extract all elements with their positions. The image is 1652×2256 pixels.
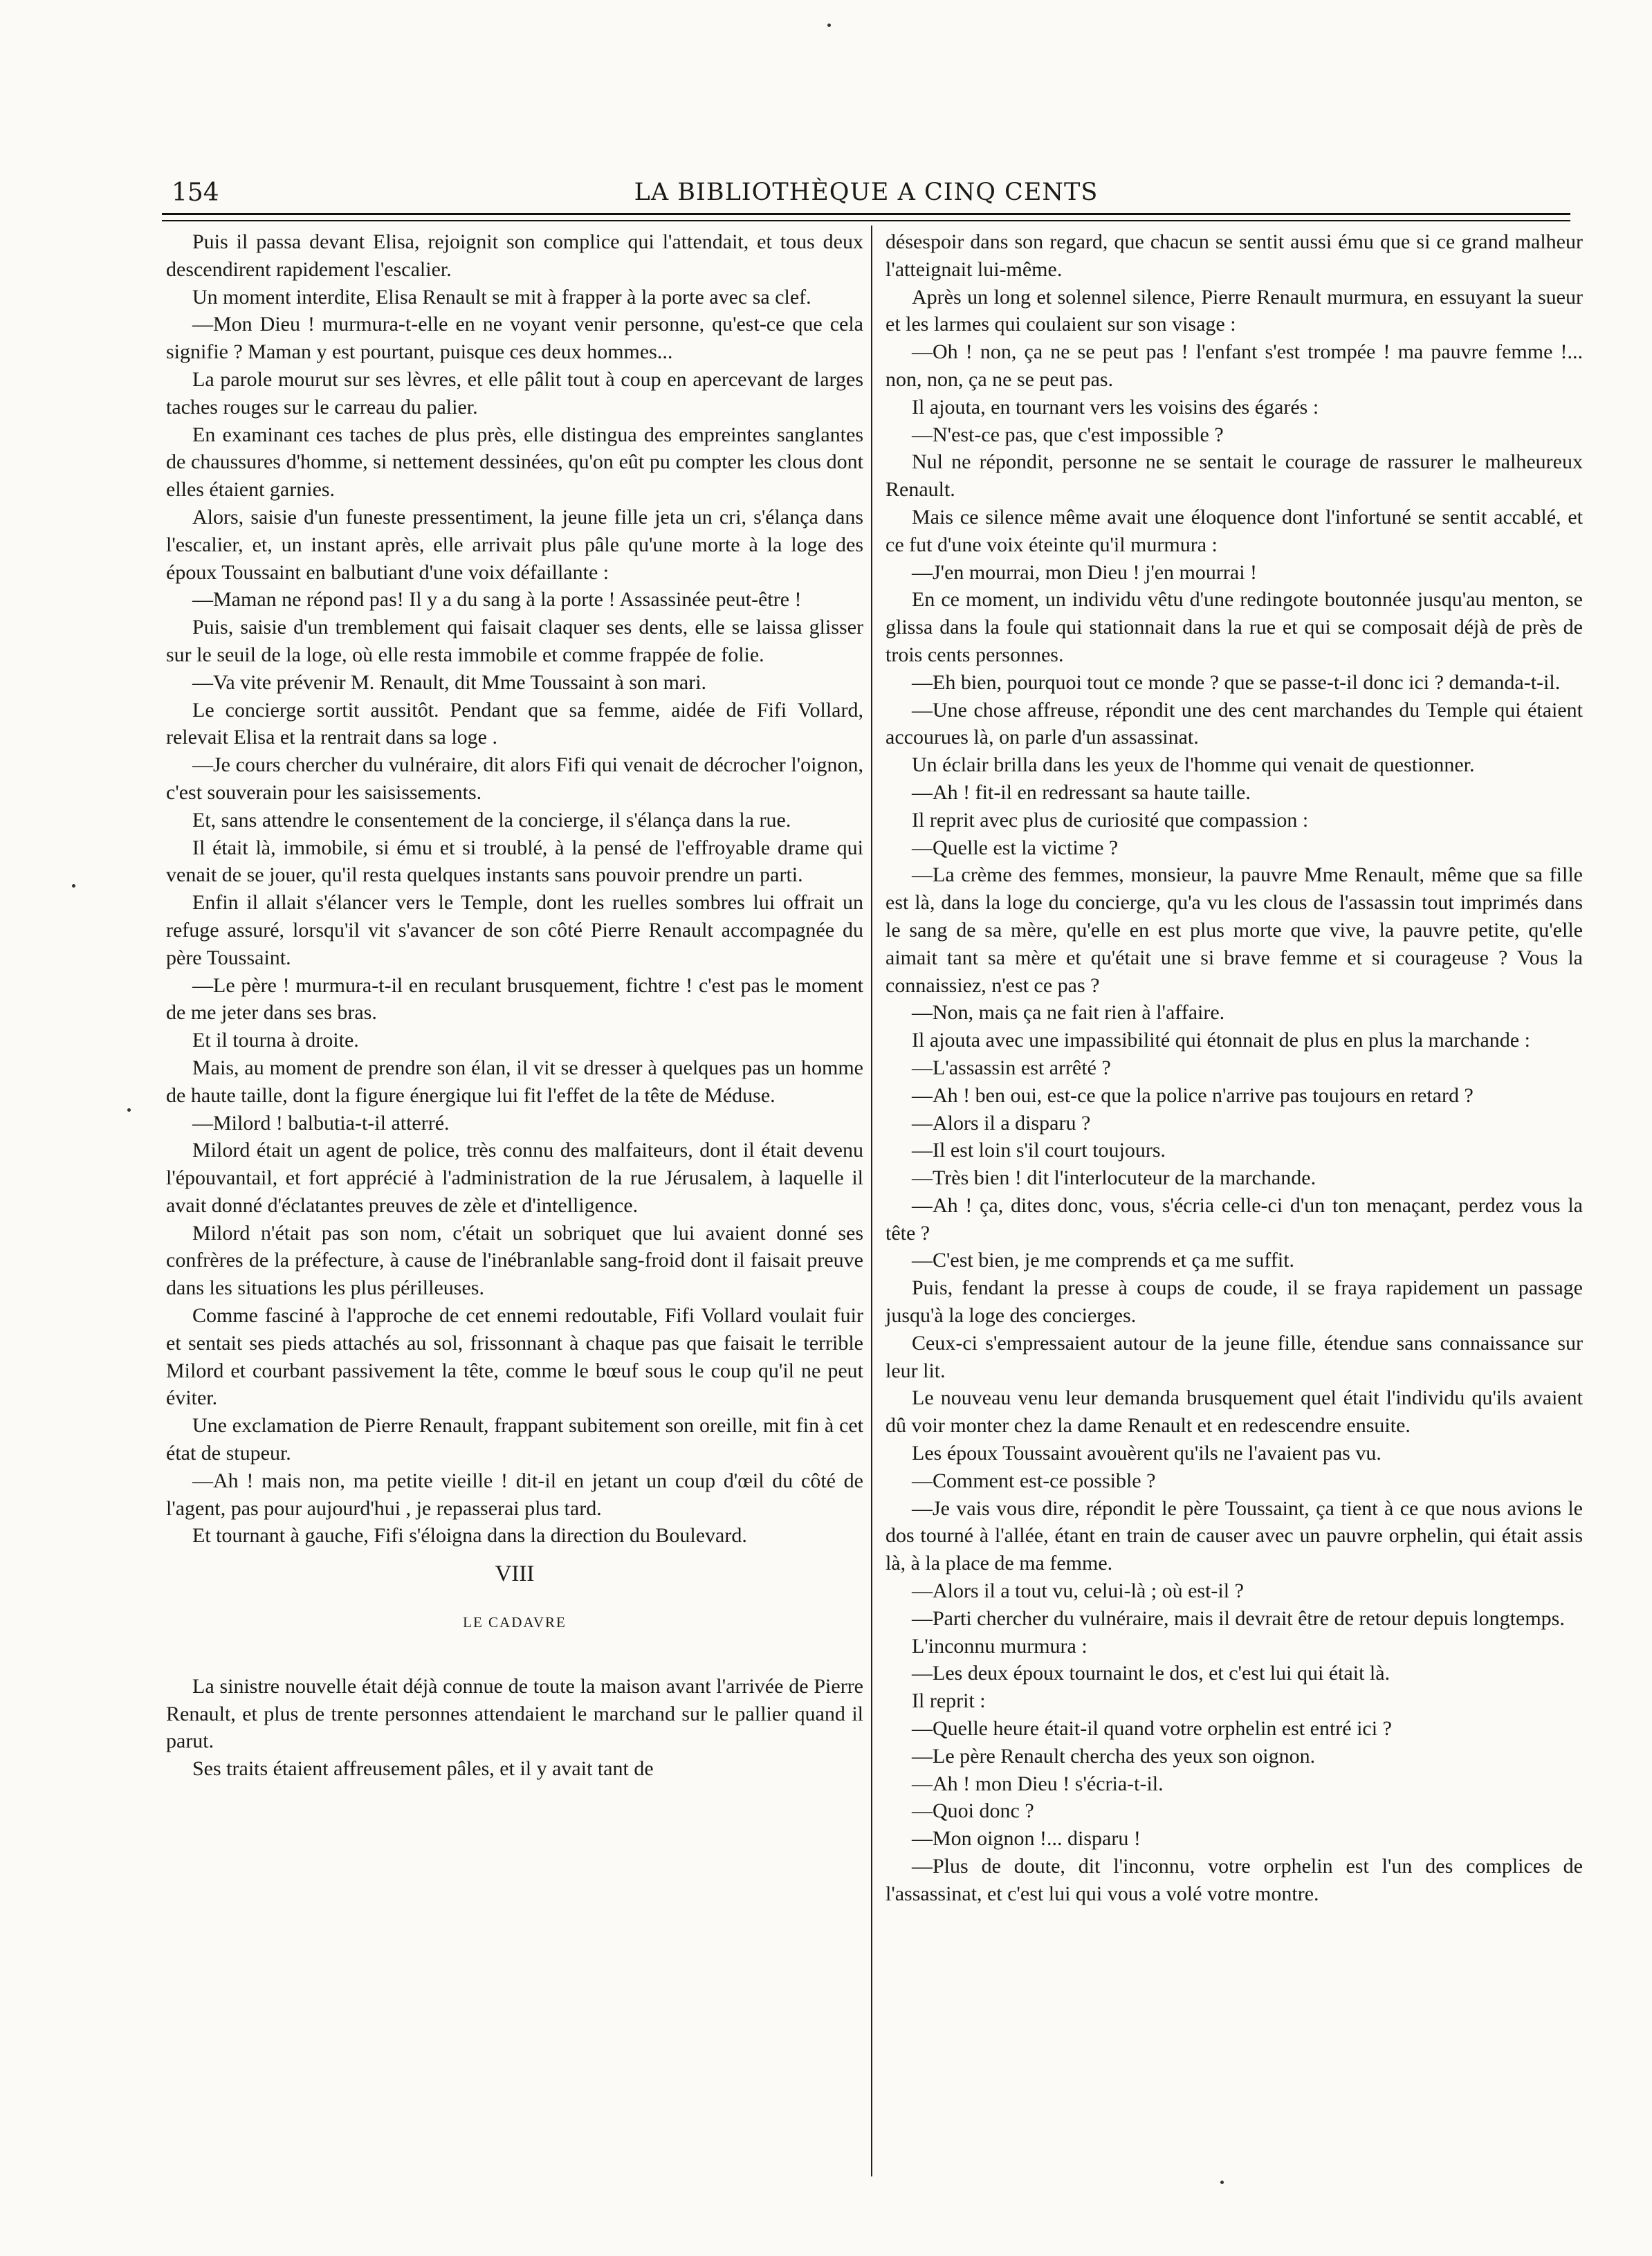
- print-speck: [127, 1108, 131, 1112]
- paragraph: —Mon Dieu ! murmura-t-elle en ne voyant venir personne, qu'est-ce que cela signifie ? Maman y est pourtant, puisque ces deux hommes...: [166, 313, 863, 364]
- paragraph: La sinistre nouvelle était déjà connue de toute la maison avant l'arrivée de Pierre Renault, et plus de trente personnes attendaient le marchand sur le pallier quand il parut.: [166, 1674, 863, 1753]
- left-column-text: [166, 228, 863, 1550]
- paragraph: —Eh bien, pourquoi tout ce monde ? que se passe-t-il donc ici ? demanda-t-il.: [912, 670, 1561, 694]
- paragraph: Alors, saisie d'un funeste pressentiment, la jeune fille jeta un cri, s'élança dans l'escalier, et, un instant après, elle arrivait plus pâle qu'une morte à la loge des époux Toussaint en balbutiant d'une voix défaillante :: [166, 505, 863, 584]
- paragraph: Il reprit avec plus de curiosité que compassion :: [912, 808, 1309, 832]
- paragraph: —Il est loin s'il court toujours.: [912, 1139, 1166, 1162]
- paragraph: Puis, saisie d'un tremblement qui faisait claquer ses dents, elle se laissa glisser sur le seuil de la loge, où elle resta immobile et comme frappée de folie.: [166, 616, 863, 666]
- paragraph: —Le père Renault chercha des yeux son oignon.: [912, 1744, 1316, 1768]
- paragraph: Et tournant à gauche, Fifi s'éloigna dans la direction du Boulevard.: [192, 1524, 747, 1548]
- right-column-text: [885, 228, 1583, 1908]
- paragraph: —Plus de doute, dit l'inconnu, votre orphelin est l'un des complices de l'assassinat, et c'est lui qui vous a volé votre montre.: [885, 1855, 1583, 1905]
- paragraph: —Je vais vous dire, répondit le père Toussaint, ça tient à ce que nous avions le dos tourné à l'allée, étant en train de causer avec un pauvre orphelin, qui était assis là, à la place de ma femme.: [885, 1496, 1583, 1575]
- paragraph: —Quelle heure était-il quand votre orphelin est entré ici ?: [912, 1717, 1392, 1741]
- paragraph: —Ah ! mais non, ma petite vieille ! dit-il en jetant un coup d'œil du côté de l'agent, pas pour aujourd'hui , je repasserai plus tard.: [166, 1469, 863, 1520]
- paragraph: Une exclamation de Pierre Renault, frappant subitement son oreille, mit fin à cet état de stupeur.: [166, 1414, 863, 1465]
- paragraph: Puis il passa devant Elisa, rejoignit son complice qui l'attendait, et tous deux descendirent rapidement l'escalier.: [166, 230, 863, 281]
- paragraph: —Oh ! non, ça ne se peut pas ! l'enfant s'est trompée ! ma pauvre femme !... non, non, ça ne se peut pas.: [885, 340, 1583, 391]
- paragraph: Un moment interdite, Elisa Renault se mit à frapper à la porte avec sa clef.: [192, 285, 811, 309]
- paragraph: Il ajouta avec une impassibilité qui étonnait de plus en plus la marchande :: [912, 1029, 1530, 1052]
- paragraph: —La crème des femmes, monsieur, la pauvre Mme Renault, même que sa fille est là, dans la loge du concierge, qu'a vu les clous de l'assassin tout imprimés dans le sang de sa mère, qu'elle en est plus morte que vive, la pauvre petite, qu'elle aimait tant sa mère et qu'était une si brave femme et si courageuse ? Vous la connaissiez, n'est ce pas ?: [885, 863, 1583, 997]
- print-speck: [72, 884, 75, 888]
- paragraph: —Le père ! murmura-t-il en reculant brusquement, fichtre ! c'est pas le moment de me jeter dans ses bras.: [166, 973, 863, 1025]
- paragraph: Le nouveau venu leur demanda brusquement quel était l'individu qu'ils avaient dû voir monter chez la dame Renault et en redescendre ensuite.: [885, 1386, 1583, 1438]
- paragraph: —Ah ! fit-il en redressant sa haute taille.: [912, 780, 1251, 804]
- paragraph: Puis, fendant la presse à coups de coude, il se fraya rapidement un passage jusqu'à la loge des concierges.: [885, 1276, 1583, 1328]
- paragraph: —Ah ! mon Dieu ! s'écria-t-il.: [912, 1772, 1164, 1795]
- left-column-chapter-text: [166, 1673, 863, 1783]
- paragraph: Ses traits étaient affreusement pâles, et il y avait tant de: [192, 1757, 654, 1781]
- paragraph: —Maman ne répond pas! Il y a du sang à la porte ! Assassinée peut-être !: [192, 588, 802, 612]
- paragraph: Il reprit :: [912, 1689, 986, 1713]
- paragraph: —Quelle est la victime ?: [912, 836, 1119, 859]
- column-divider: [871, 226, 872, 2176]
- header-rule-thin: [162, 220, 1570, 221]
- paragraph: En examinant ces taches de plus près, elle distingua des empreintes sanglantes de chaussures d'homme, si nettement dessinées, qu'on eût pu compter les clous dont elles étaient garnies.: [166, 423, 863, 502]
- paragraph: —Va vite prévenir M. Renault, dit Mme Toussaint à son mari.: [192, 670, 707, 694]
- paragraph: —Ah ! ben oui, est-ce que la police n'arrive pas toujours en retard ?: [912, 1083, 1474, 1107]
- paragraph: Milord n'était pas son nom, c'était un sobriquet que lui avaient donné ses confrères de la préfecture, à cause de l'inébranlable sang-froid dont il faisait preuve dans les situations les plus périlleuses.: [166, 1221, 863, 1300]
- page-header: [162, 178, 1570, 206]
- paragraph: —Les deux époux tournaint le dos, et c'est lui qui était là.: [912, 1662, 1391, 1685]
- right-column: [885, 228, 1583, 1908]
- paragraph: —Mon oignon !... disparu !: [912, 1827, 1141, 1851]
- paragraph: —Ah ! ça, dites donc, vous, s'écria celle-ci d'un ton menaçant, perdez vous la tête ?: [885, 1193, 1583, 1245]
- paragraph: Mais, au moment de prendre son élan, il vit se dresser à quelques pas un homme de haute taille, dont la figure énergique lui fit l'effet de la tête de Méduse.: [166, 1056, 863, 1107]
- paragraph: —N'est-ce pas, que c'est impossible ?: [912, 423, 1224, 446]
- paragraph: En ce moment, un individu vêtu d'une redingote boutonnée jusqu'au menton, se glissa dans la foule qui stationnait dans la rue et qui se composait déjà de près de trois cents personnes.: [885, 588, 1583, 666]
- paragraph: L'inconnu murmura :: [912, 1634, 1087, 1658]
- paragraph: Mais ce silence même avait une éloquence dont l'infortuné se sentit accablé, et ce fut d'une voix éteinte qu'il murmura :: [885, 505, 1583, 556]
- paragraph: —Une chose affreuse, répondit une des cent marchandes du Temple qui étaient accourues là, on parle d'un assassinat.: [885, 698, 1583, 749]
- paragraph: —J'en mourrai, mon Dieu ! j'en mourrai !: [912, 560, 1258, 584]
- paragraph: —Très bien ! dit l'interlocuteur de la marchande.: [912, 1166, 1316, 1190]
- paragraph: Le concierge sortit aussitôt. Pendant que sa femme, aidée de Fifi Vollard, relevait Elisa et la rentrait dans sa loge .: [166, 698, 863, 749]
- chapter-title: LE CADAVRE: [463, 1614, 567, 1631]
- paragraph: Milord était un agent de police, très connu des malfaiteurs, dont il était devenu l'épouvantail, et fort apprécié à l'administration de la rue Jérusalem, à laquelle il avait donné d'éclatantes preuves de zèle et d'intelligence.: [166, 1139, 863, 1217]
- paragraph: La parole mourut sur ses lèvres, et elle pâlit tout à coup en apercevant de larges taches rouges sur le carreau du palier.: [166, 367, 863, 419]
- running-title: LA BIBLIOTHÈQUE A CINQ CENTS: [634, 178, 1099, 206]
- paragraph: —Je cours chercher du vulnéraire, dit alors Fifi qui venait de décrocher l'oignon, c'est souverain pour les saisissements.: [166, 753, 863, 804]
- paragraph: —L'assassin est arrêté ?: [912, 1056, 1111, 1079]
- paragraph: —Alors il a disparu ?: [912, 1111, 1091, 1135]
- paragraph: —Parti chercher du vulnéraire, mais il devrait être de retour depuis longtemps.: [912, 1606, 1565, 1630]
- left-column: [166, 228, 863, 1783]
- paragraph: Nul ne répondit, personne ne se sentait le courage de rassurer le malheureux Renault.: [885, 450, 1583, 502]
- paragraph: Et il tourna à droite.: [192, 1029, 359, 1052]
- paragraph: Ceux-ci s'empressaient autour de la jeune fille, étendue sans connaissance sur leur lit.: [885, 1331, 1583, 1382]
- chapter-number: VIII: [495, 1561, 535, 1587]
- paragraph: Il était là, immobile, si ému et si troublé, à la pensé de l'effroyable drame qui venait de se jouer, qu'il resta quelques instants sans pouvoir prendre un parti.: [166, 836, 863, 887]
- page-number: 154: [172, 178, 219, 207]
- paragraph: —Non, mais ça ne fait rien à l'affaire.: [912, 1001, 1225, 1025]
- print-speck: [827, 24, 831, 27]
- header-rule-thick: [162, 213, 1570, 215]
- paragraph: —C'est bien, je me comprends et ça me suffit.: [912, 1249, 1295, 1272]
- paragraph: Enfin il allait s'élancer vers le Temple, dont les ruelles sombres lui offrait un refuge assuré, lorsqu'il vit s'avancer de son côté Pierre Renault accompagnée du père Toussaint.: [166, 891, 863, 969]
- paragraph: Un éclair brilla dans les yeux de l'homme qui venait de questionner.: [912, 753, 1475, 777]
- paragraph: Comme fasciné à l'approche de cet ennemi redoutable, Fifi Vollard voulait fuir et sentait ses pieds attachés au sol, frissonnant à chaque pas que faisait le terrible Milord et courbant passivement la tête, comme le bœuf sous le coup qu'il ne peut éviter.: [166, 1304, 863, 1410]
- paragraph: Les époux Toussaint avouèrent qu'ils ne l'avaient pas vu.: [912, 1442, 1382, 1465]
- paragraph: —Alors il a tout vu, celui-là ; où est-il ?: [912, 1579, 1244, 1603]
- paragraph: désespoir dans son regard, que chacun se sentit aussi ému que si ce grand malheur l'atteignait lui-même.: [885, 230, 1583, 281]
- paragraph: —Milord ! balbutia-t-il atterré.: [192, 1111, 450, 1135]
- paragraph: Et, sans attendre le consentement de la concierge, il s'élança dans la rue.: [192, 808, 791, 832]
- paragraph: —Quoi donc ?: [912, 1799, 1034, 1823]
- paragraph: —Comment est-ce possible ?: [912, 1469, 1156, 1492]
- paragraph: Il ajouta, en tournant vers les voisins des égarés :: [912, 395, 1319, 419]
- print-speck: [1220, 2181, 1224, 2184]
- paragraph: Après un long et solennel silence, Pierre Renault murmura, en essuyant la sueur et les larmes qui coulaient sur son visage :: [885, 285, 1583, 336]
